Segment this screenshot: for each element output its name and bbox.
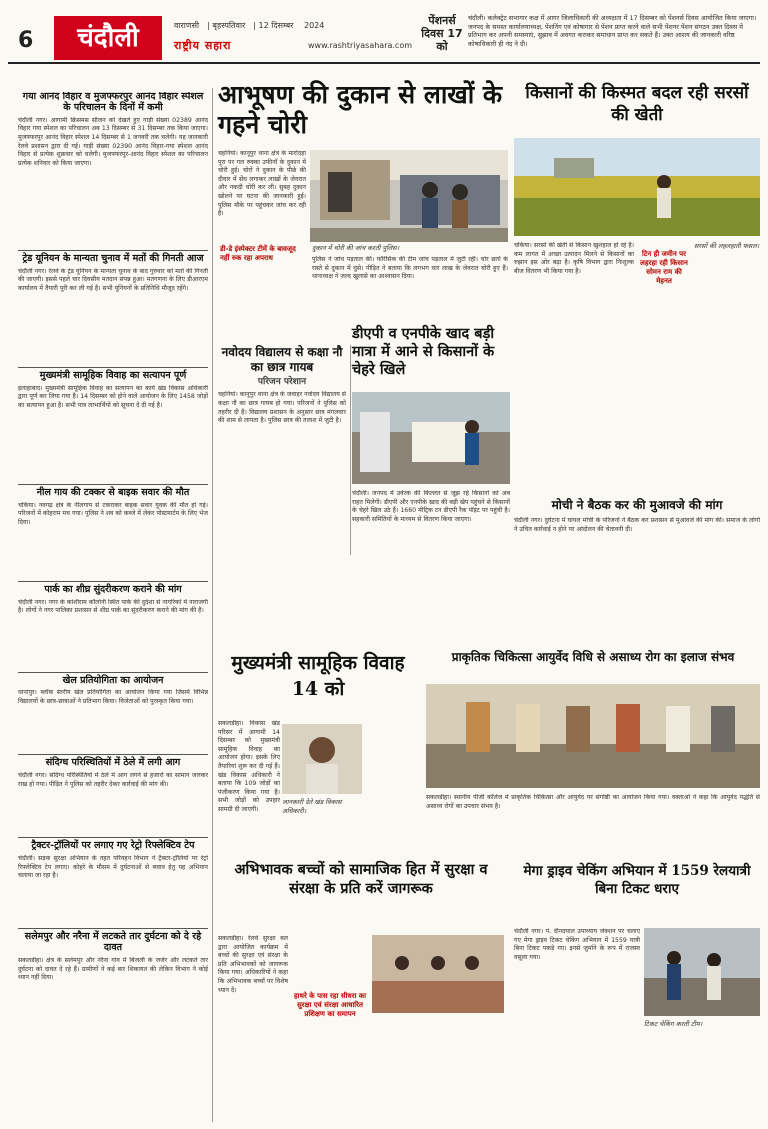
parents-photo — [372, 935, 504, 1013]
article-body: धानापुर। ब्लॉक स्तरीय खेल प्रतियोगिता का आयोजन किया गया जिसमें विभिन्न विद्यालयों के छात्र-छात्राओं ने प्रतिभाग किया। विजेताओं को पुरस्कृत किया गया। — [18, 689, 208, 706]
dap-headline: डीएपी व एनपीके खाद बड़ी मात्रा में आने से किसानों के चेहरे खिले — [352, 325, 495, 378]
column-divider — [212, 88, 213, 1122]
marriage-headline: मुख्यमंत्री सामूहिक विवाह 14 को — [231, 652, 405, 700]
column-divider — [350, 345, 351, 555]
lead-photo — [310, 150, 508, 242]
masthead-brief: चंदौली। कलेक्ट्रेट सभागार कक्ष में आगर जिलाधिकारी की अध्यक्षता में 17 दिसम्बर को पेंशनर्स दिवस आयोजित किया जाएगा। जनपद के समस्त कार्यालयाध्यक्ष, पेंशनिंग एवं कोषागार से पेंशन प्राप्त करने वाले सभी पेंशनर पेंशन संगठन उक्त दिवस में प्रतिभाग कर अपनी समस्याएं, सुझाव में अवगत कराकर समाधान प्राप्त कर सकते हैं। उक्त आशय की जानकारी वरिष्ठ कोषाधिकारी ही नंद ने दी। — [468, 14, 757, 48]
meeting-story — [514, 498, 760, 637]
article-body: चंदौली नगर। दुर्घटना में घायल मोची के परिजनों ने बैठक कर प्रशासन से मुआवजे की मांग की। समाज के लोगों ने उचित कार्रवाई न होने पर आंदोलन की चेतावनी दी। — [514, 517, 760, 533]
ayurved-photo — [426, 684, 760, 788]
headline: ट्रेड यूनियन के मान्यता चुनाव में मतों की गिनती आज — [22, 252, 204, 264]
farmers-headline: किसानों की किस्मत बदल रही सरसों की खेती — [525, 83, 749, 125]
article-body: चकिया। नवगढ़ क्षेत्र के नीलगाय से टकराकर बाइक सवार युवक की मौत हो गई। परिजनों में कोहराम मच गया। पुलिस ने शव को कब्जे में लेकर पोस्टमार्टम के लिए भेज दिया। — [18, 501, 208, 526]
website-link[interactable]: www.rashtriyasahara.com — [308, 41, 413, 50]
headline: मुख्यमंत्री सामूहिक विवाह का सत्यापन पूर्ण — [39, 369, 187, 381]
dateline: वाराणसी | बृहस्पतिवार | 12 दिसम्बर 2024 — [174, 21, 325, 30]
mustard-field-photo — [514, 138, 760, 236]
lead-body: चहनियां। कानूपुर थाना क्षेत्र के मारोदहा पुरा पर गल रुक्का उफीनाँ के दुकान में चोरी हुई। चोरों ने दुकान के पीछे की दीवार में सेंध लगाकर लाखों के जेवरात और नकदी चोरी कर ली। सुबह दुकान खोलने पर घटना की जानकारी हुई। पुलिस मौके पर पहुंचकर जांच कर रही है। — [218, 150, 306, 218]
article-body: इलाहाबाद। मुख्यमंत्री सामूहिक विवाह का सत्यापन का कार्य खंड विकास अधिकारी द्वारा पूर्ण कर लिया गया है। 14 दिसम्बर को होने वाले आयोजन के लिए 1458 जोड़ों का सत्यापन हुआ है। सभी पात्र लाभार्थियों को सूचना दे दी गई है। — [18, 384, 208, 409]
article-body: चंदौली नगर। संदिग्ध परिस्थितियों में ठेले में आग लगने से हजारों का सामान जलकर राख हो गया। पीड़ित ने पुलिस को तहरीर देकर कार्रवाई की मांग की। — [18, 772, 208, 788]
article-body: चंदौली नगर। नगर के कांशीराम कॉलोनी स्थित पार्क की दुर्दशा से नागरिकों में नाराजगी है। लोगों ने नगर पालिका प्रशासन से शीघ्र पार्क का सुंदरीकरण कराने की मांग की है। — [18, 598, 208, 615]
ticket-body: चंदौली नगर। पं. दीनदयाल उपाध्याय जंक्शन पर चलाए गए मेगा ड्राइव टिकट चेकिंग अभियान में 1559 यात्री बिना टिकट पकड़े गए। इनसे जुर्माने के रूप में राजस्व वसूला गया। — [514, 928, 640, 961]
lead-body-continued: पुलिस ने जांच पड़ताल की। फॉरेंसिक की टीम जांच पड़ताल में जुटी रही। चोर छतों के रास्ते से दुकान में घुसे। पीड़ित ने बताया कि लगभग चार लाख के जेवरात चोरी हुए हैं। थानाध्यक्ष ने जल्द खुलासे का आश्वासन दिया। — [312, 256, 508, 281]
article-body: चंदौली। सड़क सुरक्षा अभियान के तहत परिवहन विभाग ने ट्रैक्टर-ट्रॉलियों पर रेट्रो रिफ्लेक्टिव टेप लगाए। कोहरे के मौसम में दुर्घटनाओं से बचाव हेतु यह अभियान चलाया जा रहा है। — [18, 855, 208, 880]
parents-body: सकलडीहा। रेलवे सुरक्षा बल द्वारा आयोजित कार्यक्रम में बच्चों की सुरक्षा एवं संरक्षा के प्रति अभिभावकों को जागरूक किया गया। अधिकारियों ने कहा कि अभिभावक बच्चों पर विशेष ध्यान दें। — [218, 935, 288, 994]
article-body: चंदौली नगर। आगामी क्रिसमस सीजन को देखते हुए गाड़ी संख्या 02389 आनंद विहार गया स्पेशल का परिचालन अब 13 दिसम्बर से 31 दिसम्बर तक किया जाएगा। मुजफ्फरपुर आनंद विहार स्पेशल 14 दिसम्बर से 1 जनवरी तक चलेगी। यह जानकारी रेलवे प्रशासन द्वारा दी गई। गाड़ी संख्या 02390 आनंद विहार-गया स्पेशल आनंद विहार से प्रत्येक शुक्रवार को चलेगी। मुजफ्फरपुर-आनंद विहार स्पेशल का परिचालन प्रत्येक शनिवार को किया जाएगा। — [18, 116, 208, 167]
ticket-caption: टिकट चेकिंग करती टीम। — [644, 1020, 703, 1028]
lead-quote: डी-डे इंस्पेक्टर टीमें के बावजूद नहीं रुक रहा अपराध — [220, 244, 296, 262]
ayurved-body: सकलडीहा। स्थानीय पीजी कॉलेज में प्राकृतिक चिकित्सा और आयुर्वेद पर संगोष्ठी का आयोजन किया गया। वक्ताओं ने कहा कि आयुर्वेद पद्धति से असाध्य रोगों का उपचार संभव है। — [426, 794, 760, 810]
farmers-body: चकिया। सरसों की खेती से किसान खुशहाल हो रहे हैं। कम लागत में अच्छा उत्पादन मिलने से किसानों का रुझान इस ओर बढ़ा है। कृषि विभाग द्वारा निःशुल्क बीज वितरण भी किया गया है। — [514, 242, 634, 275]
headline: खेल प्रतियोगिता का आयोजन — [62, 674, 164, 686]
headline: पार्क का शीघ्र सुंदरीकरण कराने की मांग — [44, 583, 182, 595]
headline: संदिग्ध परिस्थितियों में ठेले में लगी आग — [45, 757, 181, 769]
page-number: 6 — [18, 28, 34, 53]
navodaya-story — [218, 345, 346, 566]
marriage-caption: जानकारी देते खंड विकास अधिकारी। — [282, 798, 342, 815]
parents-headline: अभिभावक बच्चों को सामाजिक हित में सुरक्षा व संरक्षा के प्रति करें जागरूक — [234, 861, 488, 897]
headline: मोची ने बैठक कर की मुआवजे की मांग — [551, 498, 723, 512]
headline: नील गाय की टक्कर से बाइक सवार की मौत — [36, 486, 190, 498]
ticket-headline: मेगा ड्राइव चेकिंग अभियान में 1559 रेलयात्री बिना टिकट धराए — [523, 863, 751, 897]
lead-headline: आभूषण की दुकान से लाखों के गहने चोरी — [218, 80, 503, 139]
farmers-caption: सरसों की लहलहाती फसल। — [694, 242, 760, 250]
left-column — [18, 92, 208, 1122]
article-body: सकलडीहा। क्षेत्र के सलेमपुर और नरैना गांव में बिजली के जर्जर और लटकते तार दुर्घटना को दावत दे रहे हैं। ग्रामीणों ने कई बार शिकायत की लेकिन विभाग ने कोई ध्यान नहीं दिया। — [18, 957, 208, 982]
ticket-photo — [644, 928, 760, 1016]
subheadline: परिजन परेशान — [257, 377, 307, 387]
pensioners-box: पेंशनर्स दिवस 17 को — [421, 14, 463, 53]
ayurved-headline: प्राकृतिक चिकित्सा आयुर्वेद विधि से असाध्य रोग का इलाज संभव — [451, 650, 735, 664]
article-body: चहनियां। कानूपुर थाना क्षेत्र के जवाहर नवोदय विद्यालय से कक्षा नौ का छात्र गायब हो गया। परिजनों ने पुलिस को तहरीर दी है। विद्यालय प्रशासन के अनुसार छात्र मंगलवार की शाम से लापता है। पुलिस छात्र की तलाश में जुटी है। — [218, 391, 346, 425]
headline: सलेमपुर और नरैना में लटकते तार दुर्घटना को दे रहे दावत — [24, 931, 202, 954]
headline: गया आनंद विहार व मुजफ्फरपुर आनंद विहार स्पेशल के परिचालन के दिनों में कमी — [22, 92, 204, 113]
fertilizer-photo — [352, 392, 510, 484]
section-title: चंदौली — [54, 16, 162, 60]
lead-caption: दुकान में चोरी की जांच करती पुलिस। — [312, 244, 400, 252]
headline: नवोदय विद्यालय से कक्षा नौ का छात्र गायब — [221, 345, 343, 374]
officer-photo — [282, 724, 362, 794]
masthead — [8, 14, 760, 64]
paper-logo: राष्ट्रीय सहारा — [174, 39, 232, 52]
headline: ट्रैक्टर-ट्रॉलियों पर लगाए गए रेट्रो रिफ्लेक्टिव टेप — [31, 840, 195, 852]
article-body: चंदौली नगर। रेलवे के ट्रेड यूनियन के मान्यता चुनाव के बाद गुरुवार को मतों की गिनती की जाएगी। इससे पहले चार दिवसीय मतदान संपन्न हुआ। मतगणना के लिए डीआरएम कार्यालय में तैयारी पूरी कर ली गई है। सभी यूनियनों के प्रतिनिधि मौजूद रहेंगे। — [18, 267, 208, 292]
farmers-quote: टिन ही जमीन पर लहरहा रही किसान सोमन राम की मेहनत — [640, 250, 688, 285]
marriage-body: सकलडीहा। विकास खंड परिसर में आगामी 14 दिसम्बर को मुख्यमंत्री सामूहिक विवाह का आयोजन होगा। इसके लिए तैयारियां शुरू कर दी गई हैं। खंड विकास अधिकारी ने बताया कि 109 जोड़ों का पंजीकरण किया गया है। सभी जोड़ों को उपहार सामग्री दी जाएगी। — [218, 720, 280, 813]
parents-quote: हाथरे के पास रहा सीधरा का सुरक्षा एवं संरक्षा आधारित प्रशिक्षण का समापन — [293, 992, 367, 1018]
dap-body: चंदौली। जनपद में उर्वरक की किल्लत से जूझ रहे किसानों को अब राहत मिलेगी। डीएपी और एनपीके खाद की बड़ी खेप पहुंचने से किसानों के चेहरे खिल उठे हैं। 1660 मीट्रिक टन डीएपी रैक पॉइंट पर पहुंची है। सहकारी समितियों के माध्यम से वितरण किया जाएगा। — [352, 490, 510, 523]
